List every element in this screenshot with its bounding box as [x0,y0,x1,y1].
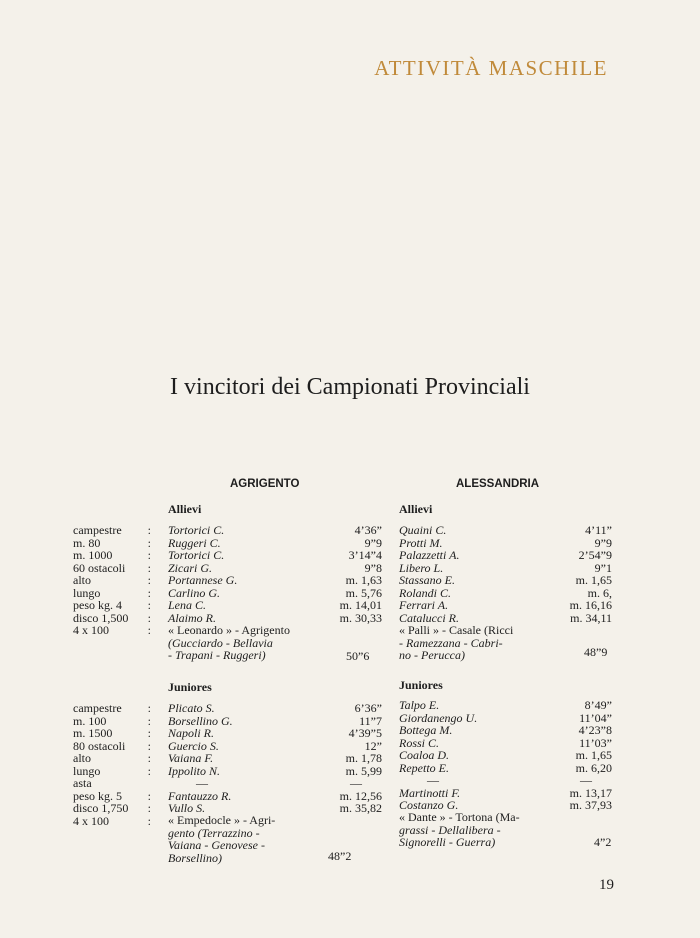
alessandria-allievi-relay-team: « Palli » - Casale (Ricci - Ramezzana - Cabri- no - Perucca) [399,623,514,662]
athlete-name: Ferrari A. [399,598,449,612]
section-header: ATTIVITÀ MASCHILE [374,56,608,80]
athlete-name: Costanzo G. [399,798,459,812]
athlete-name: Ippolito N. [168,763,221,778]
event-row: 60 ostacoli : [73,560,151,575]
agrigento-allievi-relay-team: « Leonardo » - Agrigento (Gucciardo - Bellavia - Trapani - Ruggeri) [168,623,290,662]
result-value: 9”9 [364,535,382,550]
result-value: m. 13,17 [569,785,612,800]
result-value: m. 12,56 [339,788,382,803]
result-value: 4’23”8 [578,723,612,737]
page-number: 19 [599,877,614,893]
agrigento-juniores-results [300,702,382,815]
alessandria-juniores-names [399,699,477,812]
result-value: 4’36” [354,523,382,537]
athlete-name: — [427,773,439,787]
result-value: 2’54”9 [578,548,612,562]
agrigento-juniores-names [168,702,233,815]
result-value: m. 5,76 [345,585,382,600]
result-value: 11”7 [359,713,382,728]
result-value: m. 14,01 [339,598,382,612]
athlete-name: Portannese G. [168,573,238,587]
athlete-name: Plicato S. [168,701,215,715]
result-value: m. 30,33 [339,610,382,625]
event-row: lungo : [73,763,151,778]
result-value: m. 1,65 [575,573,612,587]
event-row: peso kg. 4 : [73,598,151,612]
agrigento-juniores-relay-time: 48”2 [328,849,352,863]
category-allievi-agrigento: Allievi [168,502,202,516]
alessandria-juniores-results [530,699,612,812]
event-row: m. 80 : [73,535,151,550]
result-value: m. 1,63 [345,573,382,587]
agrigento-allievi-relay-time: 50”6 [346,649,370,663]
province-alessandria: ALESSANDRIA [456,478,540,490]
category-allievi-alessandria: Allievi [399,502,433,516]
result-value: m. 6,20 [575,760,612,775]
athlete-name: Tortorici C. [168,548,225,562]
athlete-name: Ruggeri C. [168,535,221,550]
athlete-name: Bottega M. [399,723,453,737]
athlete-name: Talpo E. [399,698,440,712]
event-row: alto : [73,751,151,765]
athlete-name: Carlino G. [168,585,221,600]
result-value: 12” [364,738,382,753]
athlete-name: Martinotti F. [399,785,461,800]
category-juniores-alessandria: Juniores [399,678,443,692]
event-row: 80 ostacoli : [73,738,151,753]
athlete-name: Vaiana F. [168,751,214,765]
event-row: m. 1000 : [73,548,151,562]
province-agrigento: AGRIGENTO [230,478,300,490]
athlete-name: Rossi C. [399,735,440,750]
result-value: m. 34,11 [570,610,612,625]
alessandria-allievi-names [399,524,459,624]
event-row: lungo : [73,585,151,600]
athlete-name: — [196,776,208,790]
event-row: 4 x 100 : [73,623,151,637]
result-value: — [580,773,592,787]
event-row: 4 x 100 : [73,813,151,828]
athlete-name: Catalucci R. [399,610,459,625]
athlete-name: Lena C. [168,598,207,612]
result-value: m. 1,78 [345,751,382,765]
agrigento-juniores-relay-team: « Empedocle » - Agri- gento (Terrazzino - Vaiana - Genovese - Borsellino) [168,813,276,865]
athlete-name: Libero L. [399,560,444,575]
event-row: campestre : [73,701,151,715]
athlete-name: Palazzetti A. [399,548,460,562]
athlete-name: Vullo S. [168,801,206,815]
athlete-name: Giordanengo U. [399,710,478,725]
result-value: m. 37,93 [569,798,612,812]
result-value: m. 16,16 [569,598,612,612]
alessandria-juniores-relay-time: 4”2 [594,835,612,849]
athlete-name: Quaini C. [399,523,447,537]
athlete-name: Coaloa D. [399,748,450,762]
result-value: 4’11” [585,523,612,537]
result-value: m. 1,65 [575,748,612,762]
athlete-name: Guercio S. [168,738,219,753]
athlete-name: Protti M. [399,535,443,550]
result-value: m. 35,82 [339,801,382,815]
athlete-name: Rolandi C. [399,585,452,600]
result-value: 9”9 [594,535,612,550]
alessandria-allievi-relay-time: 48”9 [584,645,608,659]
event-row: disco 1,750 : [73,801,151,815]
agrigento-allievi-names [168,524,237,624]
result-value: 9”1 [594,560,612,575]
event-row: alto : [73,573,151,587]
category-juniores-agrigento: Juniores [168,680,212,694]
juniores-event-list [73,702,151,827]
result-value: 8’49” [584,698,612,712]
page-title: I vincitori dei Campionati Provinciali [170,374,530,400]
allievi-event-list [73,524,151,637]
event-row: disco 1,500 : [73,610,151,625]
alessandria-juniores-relay-team: « Dante » - Tortona (Ma- grassi - Dellalibera - Signorelli - Guerra) [399,810,520,849]
event-row: m. 1500 : [73,726,151,740]
result-value: 4’39”5 [348,726,382,740]
result-value: 9”8 [364,560,382,575]
athlete-name: Tortorici C. [168,523,225,537]
event-row: asta [73,776,92,790]
alessandria-allievi-results [530,524,612,624]
result-value: 6’36” [354,701,382,715]
result-value: m. 6, [587,585,612,600]
athlete-name: Napoli R. [168,726,215,740]
agrigento-allievi-results [300,524,382,624]
athlete-name: Stassano E. [399,573,456,587]
result-value: 3’14”4 [348,548,382,562]
result-value: — [350,776,362,790]
athlete-name: Repetto E. [399,760,449,775]
event-row: peso kg. 5 : [73,788,151,803]
result-value: 11’03” [579,735,612,750]
event-row: campestre : [73,523,151,537]
athlete-name: Fantauzzo R. [168,788,232,803]
result-value: m. 5,99 [345,763,382,778]
athlete-name: Alaimo R. [168,610,216,625]
event-row: m. 100 : [73,713,151,728]
result-value: 11’04” [579,710,612,725]
athlete-name: Zicari G. [168,560,213,575]
athlete-name: Borsellino G. [168,713,233,728]
